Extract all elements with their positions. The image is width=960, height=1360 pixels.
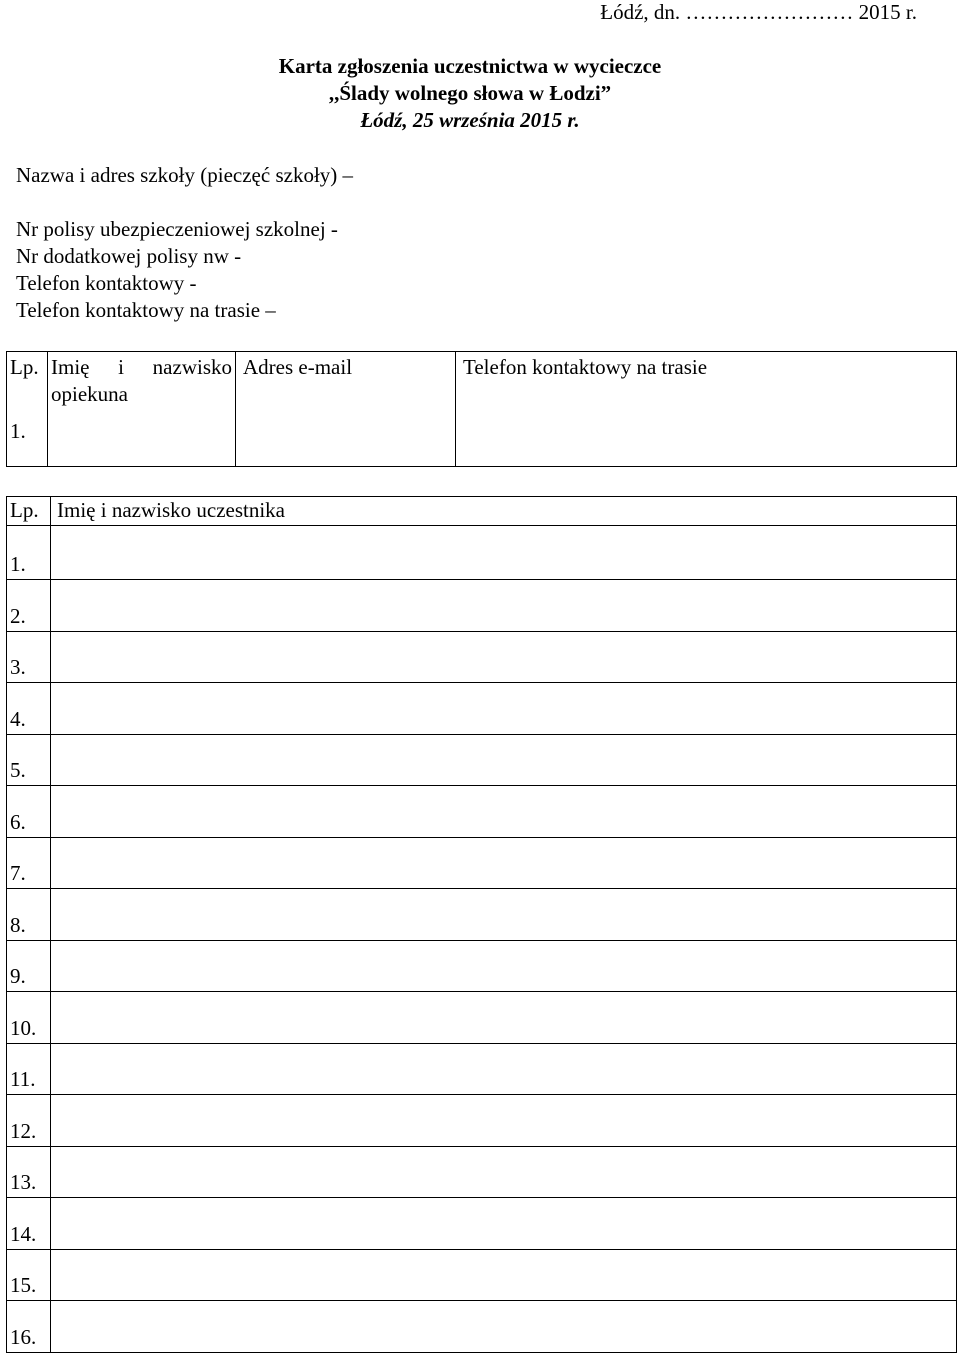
table-row	[7, 1095, 957, 1147]
participant-row-number: 2.	[7, 580, 51, 632]
participant-row-number: 12.	[7, 1095, 51, 1147]
table-row	[7, 889, 957, 941]
participant-row-number: 3.	[7, 631, 51, 683]
table-header-row	[7, 497, 957, 526]
participant-row-number: 10.	[7, 992, 51, 1044]
table-row	[7, 1198, 957, 1250]
form-title: Karta zgłoszenia uczestnictwa w wycieczce	[278, 54, 662, 78]
table-row	[7, 352, 957, 467]
table-row	[7, 786, 957, 838]
guardian-phone-header: Telefon kontaktowy na trasie	[463, 355, 708, 379]
participant-row-number: 5.	[7, 734, 51, 786]
participant-row-number: 14.	[7, 1198, 51, 1250]
school-name-field: Nazwa i adres szkoły (pieczęć szkoły) –	[16, 163, 354, 187]
guardian-name-cell[interactable]	[48, 352, 236, 467]
table-row	[7, 683, 957, 735]
participant-row-number: 15.	[7, 1249, 51, 1301]
participant-name-cell[interactable]	[51, 683, 957, 735]
participant-name-cell[interactable]	[51, 1095, 957, 1147]
school-policy-field: Nr polisy ubezpieczeniowej szkolnej -	[16, 217, 338, 241]
participant-row-number: 6.	[7, 786, 51, 838]
participant-row-number: 13.	[7, 1146, 51, 1198]
participant-name-cell[interactable]	[51, 1301, 957, 1353]
route-phone-field: Telefon kontaktowy na trasie –	[16, 298, 276, 322]
guardian-email-header: Adres e-mail	[243, 355, 353, 379]
guardian-table	[6, 351, 957, 467]
participant-name-cell[interactable]	[51, 837, 957, 889]
table-row	[7, 837, 957, 889]
participant-row-number: 7.	[7, 837, 51, 889]
participant-name-cell[interactable]	[51, 631, 957, 683]
guardian-lp-header: Lp.	[10, 355, 39, 379]
participant-name-cell[interactable]	[51, 786, 957, 838]
participant-name-cell[interactable]	[51, 1249, 957, 1301]
participant-name-cell[interactable]	[51, 1043, 957, 1095]
table-row	[7, 526, 957, 580]
guardian-lp-cell	[7, 352, 48, 467]
participant-name-cell[interactable]	[51, 734, 957, 786]
contact-phone-field: Telefon kontaktowy -	[16, 271, 197, 295]
participant-row-number: 11.	[7, 1043, 51, 1095]
participant-row-number: 16.	[7, 1301, 51, 1353]
table-row	[7, 734, 957, 786]
participant-name-cell[interactable]	[51, 526, 957, 580]
trip-name: ,,Ślady wolnego słowa w Łodzi”	[328, 81, 612, 105]
additional-policy-field: Nr dodatkowej polisy nw -	[16, 244, 242, 268]
participant-name-cell[interactable]	[51, 992, 957, 1044]
participant-row-number: 1.	[7, 526, 51, 580]
table-row	[7, 1301, 957, 1353]
participant-name-cell[interactable]	[51, 889, 957, 941]
participant-name-cell[interactable]	[51, 1198, 957, 1250]
date-line: Łódź, dn. …………………… 2015 r.	[600, 0, 917, 24]
guardian-row-number: 1.	[10, 419, 26, 443]
participants-table	[6, 496, 957, 1353]
trip-date-place: Łódź, 25 września 2015 r.	[360, 108, 580, 132]
table-row	[7, 1249, 957, 1301]
participant-name-cell[interactable]	[51, 1146, 957, 1198]
table-row	[7, 631, 957, 683]
participant-row-number: 4.	[7, 683, 51, 735]
guardian-phone-cell[interactable]	[456, 352, 957, 467]
participant-row-number: 9.	[7, 940, 51, 992]
table-row	[7, 1146, 957, 1198]
table-row	[7, 992, 957, 1044]
participant-row-number: 8.	[7, 889, 51, 941]
participant-name-cell[interactable]	[51, 940, 957, 992]
guardian-name-header: Imię i nazwisko opiekuna	[51, 355, 232, 406]
table-row	[7, 940, 957, 992]
participants-lp-header: Lp.	[7, 497, 51, 526]
participants-name-header: Imię i nazwisko uczestnika	[51, 497, 957, 526]
table-row	[7, 580, 957, 632]
participant-name-cell[interactable]	[51, 580, 957, 632]
guardian-email-cell[interactable]	[236, 352, 456, 467]
table-row	[7, 1043, 957, 1095]
